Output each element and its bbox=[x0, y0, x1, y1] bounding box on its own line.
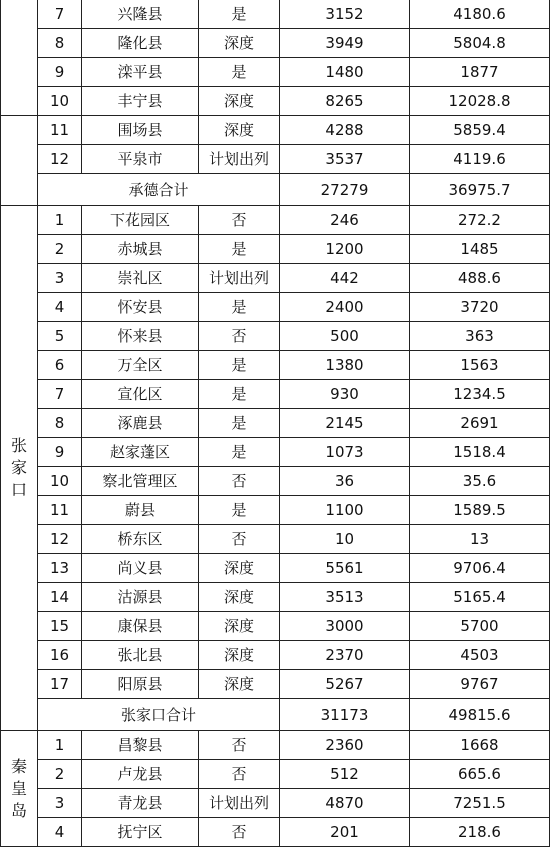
value-1: 1100 bbox=[280, 496, 410, 525]
poverty-status: 深度 bbox=[199, 29, 280, 58]
row-number: 14 bbox=[38, 583, 82, 612]
county-name: 桥东区 bbox=[82, 525, 199, 554]
county-name: 张北县 bbox=[82, 641, 199, 670]
row-number: 7 bbox=[38, 0, 82, 29]
value-2: 12028.8 bbox=[410, 87, 550, 116]
county-name: 怀来县 bbox=[82, 322, 199, 351]
county-name: 平泉市 bbox=[82, 145, 199, 174]
value-1: 500 bbox=[280, 322, 410, 351]
table-row bbox=[1, 264, 550, 293]
row-number: 10 bbox=[38, 467, 82, 496]
row-number: 3 bbox=[38, 789, 82, 818]
poverty-status: 深度 bbox=[199, 554, 280, 583]
total-label: 张家口合计 bbox=[38, 699, 280, 731]
poverty-status: 计划出列 bbox=[199, 145, 280, 174]
table-row bbox=[1, 58, 550, 87]
row-number: 2 bbox=[38, 235, 82, 264]
table-row bbox=[1, 351, 550, 380]
row-number: 3 bbox=[38, 264, 82, 293]
county-name: 康保县 bbox=[82, 612, 199, 641]
row-number: 4 bbox=[38, 818, 82, 847]
row-number: 9 bbox=[38, 58, 82, 87]
value-2: 1668 bbox=[410, 731, 550, 760]
poverty-status: 否 bbox=[199, 206, 280, 235]
poverty-status: 是 bbox=[199, 351, 280, 380]
table-row bbox=[1, 0, 550, 29]
value-2: 1877 bbox=[410, 58, 550, 87]
row-number: 4 bbox=[38, 293, 82, 322]
county-name: 阳原县 bbox=[82, 670, 199, 699]
table-row bbox=[1, 438, 550, 467]
row-number: 2 bbox=[38, 760, 82, 789]
region-cell bbox=[1, 116, 38, 206]
row-number: 16 bbox=[38, 641, 82, 670]
value-1: 2370 bbox=[280, 641, 410, 670]
value-1: 1480 bbox=[280, 58, 410, 87]
poverty-status: 计划出列 bbox=[199, 789, 280, 818]
value-1: 10 bbox=[280, 525, 410, 554]
row-number: 6 bbox=[38, 351, 82, 380]
table-row bbox=[1, 496, 550, 525]
county-name: 围场县 bbox=[82, 116, 199, 145]
value-2: 2691 bbox=[410, 409, 550, 438]
value-2: 7251.5 bbox=[410, 789, 550, 818]
value-2: 5859.4 bbox=[410, 116, 550, 145]
county-name: 万全区 bbox=[82, 351, 199, 380]
poverty-status: 是 bbox=[199, 409, 280, 438]
row-number: 1 bbox=[38, 206, 82, 235]
poverty-status: 深度 bbox=[199, 612, 280, 641]
value-2: 5804.8 bbox=[410, 29, 550, 58]
row-number: 5 bbox=[38, 322, 82, 351]
table-row bbox=[1, 87, 550, 116]
poverty-status: 否 bbox=[199, 731, 280, 760]
region-cell bbox=[1, 731, 38, 847]
value-2: 13 bbox=[410, 525, 550, 554]
region-cell bbox=[1, 0, 38, 116]
county-name: 隆化县 bbox=[82, 29, 199, 58]
value-1: 3152 bbox=[280, 0, 410, 29]
row-number: 7 bbox=[38, 380, 82, 409]
table-row bbox=[1, 554, 550, 583]
value-2: 3720 bbox=[410, 293, 550, 322]
value-2: 1563 bbox=[410, 351, 550, 380]
poverty-status: 否 bbox=[199, 322, 280, 351]
table-row bbox=[1, 818, 550, 847]
row-number: 12 bbox=[38, 525, 82, 554]
value-1: 4288 bbox=[280, 116, 410, 145]
table-row bbox=[1, 670, 550, 699]
county-name: 下花园区 bbox=[82, 206, 199, 235]
region-char: 皇 bbox=[10, 778, 27, 798]
county-name: 沽源县 bbox=[82, 583, 199, 612]
value-2: 4180.6 bbox=[410, 0, 550, 29]
value-1: 2145 bbox=[280, 409, 410, 438]
value-2: 35.6 bbox=[410, 467, 550, 496]
region-char: 口 bbox=[10, 480, 27, 499]
value-2: 488.6 bbox=[410, 264, 550, 293]
value-2: 4503 bbox=[410, 641, 550, 670]
row-number: 12 bbox=[38, 145, 82, 174]
value-2: 665.6 bbox=[410, 760, 550, 789]
table-row bbox=[1, 29, 550, 58]
value-1: 4870 bbox=[280, 789, 410, 818]
value-1: 3000 bbox=[280, 612, 410, 641]
poverty-status: 否 bbox=[199, 467, 280, 496]
table-row bbox=[1, 206, 550, 235]
total-value-1: 31173 bbox=[280, 699, 410, 731]
table-row bbox=[1, 116, 550, 145]
table-row bbox=[1, 641, 550, 670]
row-number: 13 bbox=[38, 554, 82, 583]
value-2: 9767 bbox=[410, 670, 550, 699]
value-2: 4119.6 bbox=[410, 145, 550, 174]
total-value-2: 49815.6 bbox=[410, 699, 550, 731]
table-row bbox=[1, 789, 550, 818]
county-name: 宣化区 bbox=[82, 380, 199, 409]
table-row bbox=[1, 322, 550, 351]
county-name: 卢龙县 bbox=[82, 760, 199, 789]
county-name: 察北管理区 bbox=[82, 467, 199, 496]
county-name: 丰宁县 bbox=[82, 87, 199, 116]
table-row bbox=[1, 380, 550, 409]
total-label: 承德合计 bbox=[38, 174, 280, 206]
table-row bbox=[1, 409, 550, 438]
county-name: 怀安县 bbox=[82, 293, 199, 322]
value-1: 512 bbox=[280, 760, 410, 789]
poverty-status: 是 bbox=[199, 293, 280, 322]
poverty-status: 是 bbox=[199, 58, 280, 87]
value-2: 363 bbox=[410, 322, 550, 351]
county-name: 青龙县 bbox=[82, 789, 199, 818]
table-row bbox=[1, 731, 550, 760]
table-row bbox=[1, 467, 550, 496]
value-1: 3537 bbox=[280, 145, 410, 174]
county-name: 昌黎县 bbox=[82, 731, 199, 760]
value-2: 272.2 bbox=[410, 206, 550, 235]
value-1: 3949 bbox=[280, 29, 410, 58]
value-1: 3513 bbox=[280, 583, 410, 612]
poverty-status: 深度 bbox=[199, 583, 280, 612]
row-number: 15 bbox=[38, 612, 82, 641]
poverty-status: 是 bbox=[199, 438, 280, 467]
county-name: 涿鹿县 bbox=[82, 409, 199, 438]
value-1: 5561 bbox=[280, 554, 410, 583]
value-1: 8265 bbox=[280, 87, 410, 116]
table-row bbox=[1, 760, 550, 789]
county-name: 赤城县 bbox=[82, 235, 199, 264]
value-2: 9706.4 bbox=[410, 554, 550, 583]
value-1: 2400 bbox=[280, 293, 410, 322]
region-char: 秦 bbox=[10, 756, 27, 776]
total-value-2: 36975.7 bbox=[410, 174, 550, 206]
row-number: 17 bbox=[38, 670, 82, 699]
table-row bbox=[1, 235, 550, 264]
value-1: 246 bbox=[280, 206, 410, 235]
value-1: 1073 bbox=[280, 438, 410, 467]
county-name: 赵家蓬区 bbox=[82, 438, 199, 467]
poverty-status: 是 bbox=[199, 380, 280, 409]
value-2: 1589.5 bbox=[410, 496, 550, 525]
value-2: 218.6 bbox=[410, 818, 550, 847]
value-1: 5267 bbox=[280, 670, 410, 699]
region-char: 家 bbox=[10, 458, 27, 477]
table-row bbox=[1, 583, 550, 612]
region-char: 张 bbox=[10, 436, 27, 455]
row-number: 1 bbox=[38, 731, 82, 760]
total-row bbox=[1, 174, 550, 206]
row-number: 10 bbox=[38, 87, 82, 116]
county-name: 尚义县 bbox=[82, 554, 199, 583]
row-number: 11 bbox=[38, 116, 82, 145]
poverty-status: 深度 bbox=[199, 670, 280, 699]
poverty-status: 否 bbox=[199, 818, 280, 847]
value-2: 1518.4 bbox=[410, 438, 550, 467]
row-number: 8 bbox=[38, 29, 82, 58]
row-number: 11 bbox=[38, 496, 82, 525]
poverty-status: 计划出列 bbox=[199, 264, 280, 293]
value-1: 201 bbox=[280, 818, 410, 847]
value-1: 1200 bbox=[280, 235, 410, 264]
poverty-status: 否 bbox=[199, 760, 280, 789]
table-row bbox=[1, 293, 550, 322]
row-number: 8 bbox=[38, 409, 82, 438]
poverty-status: 是 bbox=[199, 496, 280, 525]
poverty-status: 否 bbox=[199, 525, 280, 554]
value-1: 930 bbox=[280, 380, 410, 409]
value-2: 5165.4 bbox=[410, 583, 550, 612]
county-name: 蔚县 bbox=[82, 496, 199, 525]
value-2: 1234.5 bbox=[410, 380, 550, 409]
value-1: 36 bbox=[280, 467, 410, 496]
county-name: 滦平县 bbox=[82, 58, 199, 87]
table-row bbox=[1, 612, 550, 641]
table-body bbox=[1, 0, 550, 847]
region-cell bbox=[1, 206, 38, 731]
poverty-status: 深度 bbox=[199, 116, 280, 145]
poverty-status: 深度 bbox=[199, 641, 280, 670]
value-2: 5700 bbox=[410, 612, 550, 641]
county-name: 崇礼区 bbox=[82, 264, 199, 293]
table-row bbox=[1, 525, 550, 554]
value-2: 1485 bbox=[410, 235, 550, 264]
table-row bbox=[1, 145, 550, 174]
total-value-1: 27279 bbox=[280, 174, 410, 206]
value-1: 442 bbox=[280, 264, 410, 293]
region-char: 岛 bbox=[10, 800, 27, 820]
poverty-status: 是 bbox=[199, 0, 280, 29]
row-number: 9 bbox=[38, 438, 82, 467]
county-name: 抚宁区 bbox=[82, 818, 199, 847]
poverty-status: 是 bbox=[199, 235, 280, 264]
county-name: 兴隆县 bbox=[82, 0, 199, 29]
value-1: 1380 bbox=[280, 351, 410, 380]
total-row bbox=[1, 699, 550, 731]
poverty-status: 深度 bbox=[199, 87, 280, 116]
value-1: 2360 bbox=[280, 731, 410, 760]
